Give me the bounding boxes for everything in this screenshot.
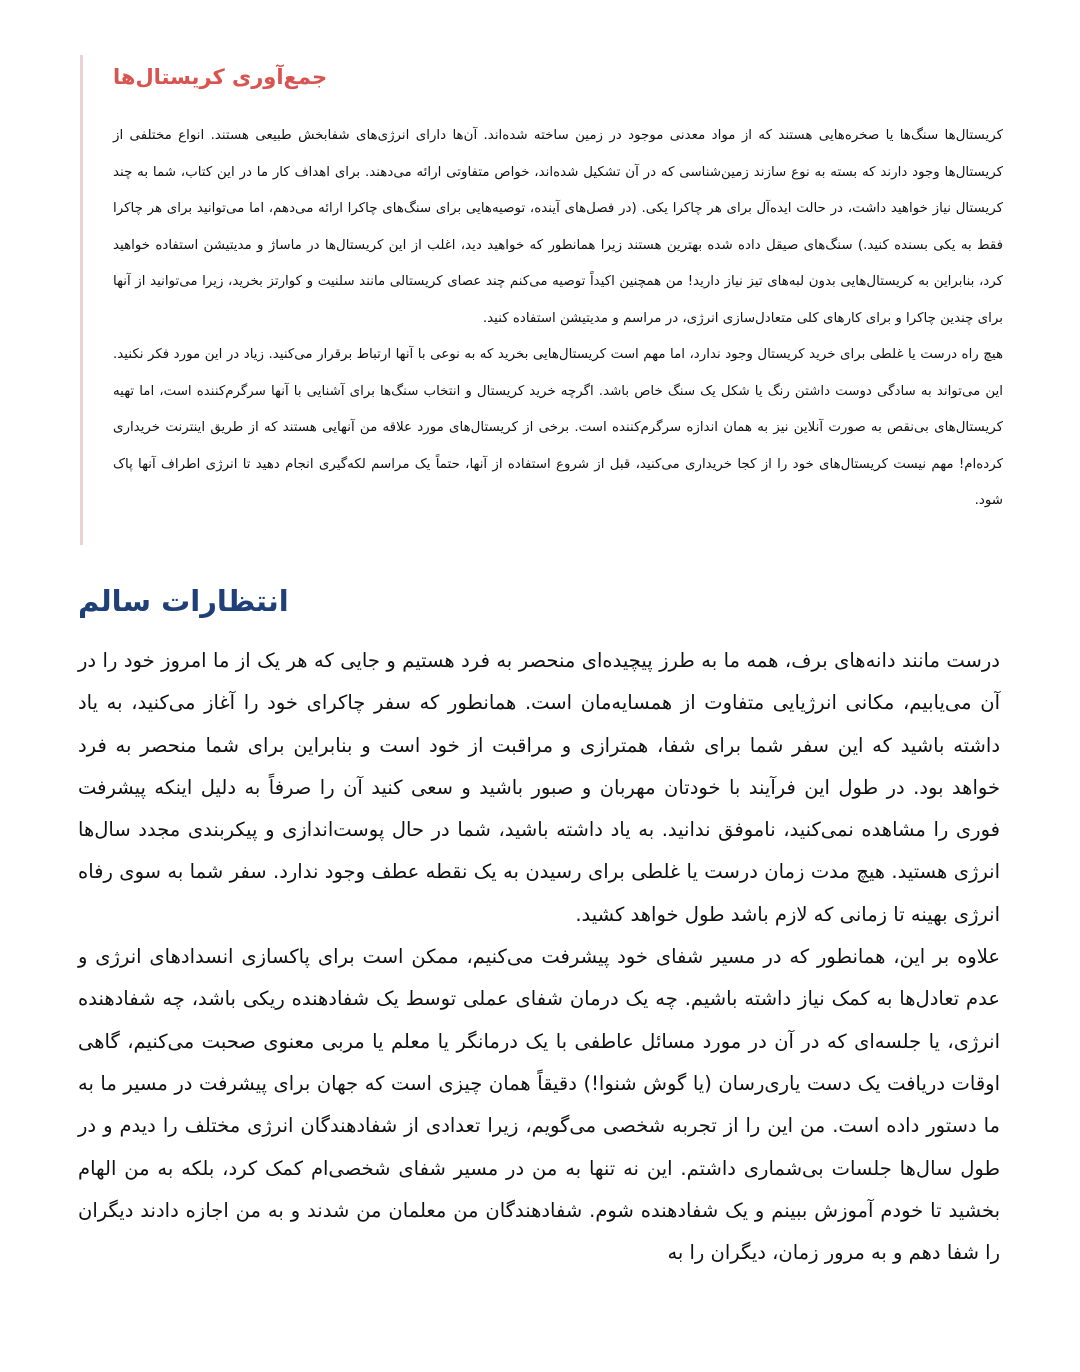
crystals-sidebar-box <box>80 55 1003 545</box>
sidebar-paragraph: کریستال‌ها سنگ‌ها یا صخره‌هایی هستند که از مواد معدنی موجود در زمین ساخته شده‌اند. آن‌ها دارای انرژی‌های شفابخش طبیعی هستند. انواع مختلفی از کریستال‌ها وجود دارند که بسته به نوع سازند زمین‌شناسی که در آن تشکیل شده‌اند، خواص متفاوتی ارائه می‌دهند. برای اهداف کار ما در این کتاب، شما به چند کریستال نیاز خواهید داشت، در حالت ایده‌آل برای هر چاکرا یکی. (در فصل‌های آینده، توصیه‌هایی برای سنگ‌های چاکرا ارائه می‌دهم، اما می‌توانید برای هر چاکرا فقط به یکی بسنده کنید.) سنگ‌های صیقل داده شده بهترین هستند زیرا همانطور که خواهید دید، اغلب از این کریستال‌ها در ماساژ و مدیتیشن استفاده خواهید کرد، بنابراین به کریستال‌هایی بدون لبه‌های تیز نیاز دارید! من همچنین اکیداً توصیه می‌کنم چند عصای کریستالی مانند سلنیت و کوارتز بخرید، زیرا می‌توانید از آنها برای چندین چاکرا و برای کارهای کلی متعادل‌سازی انرژی، در مراسم و مدیتیشن استفاده کنید. <box>113 128 1003 326</box>
body-paragraph: درست مانند دانه‌های برف، همه ما به طرز پیچیده‌ای منحصر به فرد هستیم و جایی که هر یک از ما امروز خود را در آن می‌یابیم، مکانی انرژیایی متفاوت از همسایه‌مان است. همانطور که سفر چاکرای خود را آغاز می‌کنید، به یاد داشته باشید که این سفر شما برای شفا، همترازی و مراقبت از خود است و بنابراین برای شما منحصر به فرد خواهد بود. در طول این فرآیند با خودتان مهربان و صبور باشید و سعی کنید آن را صرفاً به دلیل اینکه پیشرفت فوری را مشاهده نمی‌کنید، ناموفق ندانید. به یاد داشته باشید، شما در حال پوست‌اندازی و پیکربندی مجدد سال‌ها انرژی هستید. هیچ مدت زمان درست یا غلطی برای رسیدن به یک نقطه عطف وجود ندارد. سفر شما به سوی رفاه انرژی بهینه تا زمانی که لازم باشد طول خواهد کشید. <box>78 649 1000 926</box>
sidebar-box-body <box>113 118 1003 520</box>
section-heading <box>78 584 1003 618</box>
section-heading-text: انتظارات سالم <box>78 584 289 618</box>
body-paragraph: علاوه بر این، همانطور که در مسیر شفای خود پیشرفت می‌کنیم، ممکن است برای پاکسازی انسدادهای انرژی و عدم تعادل‌ها به کمک نیاز داشته باشیم. چه یک درمان شفای عملی توسط یک شفادهنده ریکی باشد، چه شفادهنده انرژی، یا جلسه‌ای که در آن در مورد مسائل عاطفی با یک درمانگر یا معلم یا مربی معنوی صحبت می‌کنیم، گاهی اوقات دریافت یک دست یاری‌رسان (یا گوش شنوا!) دقیقاً همان چیزی است که جهان برای پیشرفت در مسیر ما به ما دستور داده است. من این را از تجربه شخصی می‌گویم، زیرا تعدادی از شفادهندگان انرژی مختلف را دیدم و در طول سال‌ها جلسات بی‌شماری داشتم. این نه تنها به من در مسیر شفای شخصی‌ام کمک کرد، بلکه به من الهام بخشید تا خودم آموزش ببینم و یک شفادهنده شوم. شفادهندگان من معلمان من شدند و به من اجازه دادند دیگران را شفا دهم و به مرور زمان، دیگران را به <box>78 945 1000 1265</box>
sidebar-box-title-text: جمع‌آوری کریستال‌ها <box>113 65 328 89</box>
section-body <box>78 640 1000 1274</box>
sidebar-paragraph: هیچ راه درست یا غلطی برای خرید کریستال وجود ندارد، اما مهم است کریستال‌هایی بخرید که به نوعی با آنها ارتباط برقرار می‌کنید. زیاد در این مورد فکر نکنید. این می‌تواند به سادگی دوست داشتن رنگ یا شکل یک سنگ خاص باشد. اگرچه خرید کریستال و انتخاب سنگ‌ها برای آشنایی با آنها سرگرم‌کننده است، اما تهیه کریستال‌های بی‌نقص به صورت آنلاین نیز به همان اندازه سرگرم‌کننده است. برخی از کریستال‌های مورد علاقه من آنهایی هستند که از طریق اینترنت خریداری کرده‌ام! مهم نیست کریستال‌های خود را از کجا خریداری می‌کنید، قبل از شروع استفاده از آنها، حتماً یک مراسم لکه‌گیری انجام دهید تا انرژی اطراف آنها پاک شود. <box>113 347 1003 508</box>
